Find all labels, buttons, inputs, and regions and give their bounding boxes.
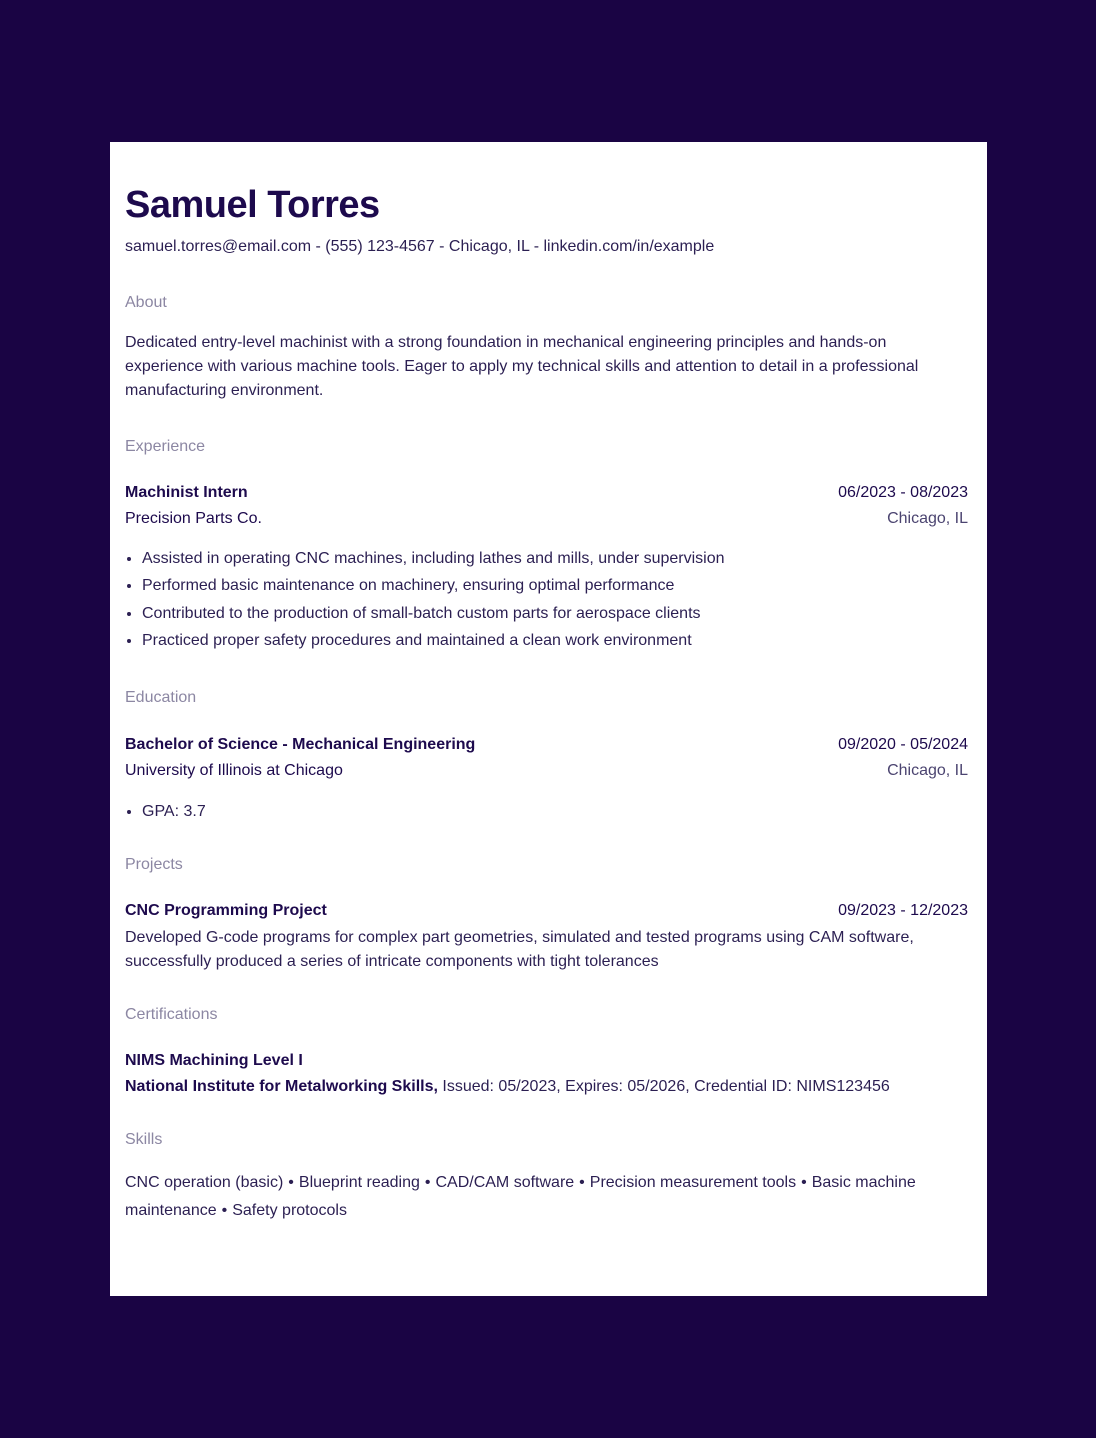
skill-item: Precision measurement tools [589,1174,797,1192]
contact-line: samuel.torres@email.com - (555) 123-4567 - Chicago, IL - linkedin.com/in/example [125,238,715,255]
skills-list [125,1169,968,1224]
education-subheader [125,761,968,781]
resume-page [110,142,987,1296]
skill-item: CNC operation (basic) [125,1174,284,1192]
job-location: Chicago, IL [887,510,968,527]
project-description: Developed G-code programs for complex part geometries, simulated and tested programs using CAM software, successfully produced a series of intricate components with tight tolerances [125,929,914,970]
list-item: • Assisted in operating CNC machines, including lathes and mills, under supervision [142,545,968,572]
skills-heading: Skills [125,1131,163,1149]
education-dates: 09/2020 - 05/2024 [838,735,968,753]
skill-item: Basic machine maintenance [125,1174,916,1219]
job-dates: 06/2023 - 08/2023 [838,484,968,501]
certifications-heading: Certifications [125,1006,218,1024]
school-location: Chicago, IL [887,761,968,779]
skill-item: Blueprint reading [298,1174,420,1192]
certification-issuer: National Institute for Metalworking Skills, [125,1078,438,1096]
projects-heading: Projects [125,856,183,874]
certification-name: NIMS Machining Level I [125,1052,303,1070]
experience-bullets [125,545,968,655]
bullet-separator: • [288,1174,294,1192]
project-name: CNC Programming Project [125,902,327,920]
certification-details [125,1077,968,1097]
skill-item: Safety protocols [232,1201,347,1219]
education-bullets [125,798,968,825]
experience-subheader [125,509,968,529]
list-item: • GPA: 3.7 [142,798,968,825]
school-name: University of Illinois at Chicago [125,761,343,779]
bullet-separator: • [221,1201,228,1219]
list-item: • Performed basic maintenance on machinery, ensuring optimal performance [142,572,968,599]
list-item: • Practiced proper safety procedures and maintained a clean work environment [142,627,968,654]
bullet-separator: • [579,1174,585,1192]
bullet-separator: • [801,1174,807,1192]
about-heading: About [125,294,167,311]
bullet-separator: • [424,1174,431,1192]
degree-title: Bachelor of Science - Mechanical Engineering [125,735,476,753]
job-title: Machinist Intern [125,484,248,501]
candidate-name: Samuel Torres [125,184,380,226]
project-dates: 09/2023 - 12/2023 [838,902,968,920]
skill-item: CAD/CAM software [435,1174,575,1192]
project-header [125,901,968,921]
list-item: • Contributed to the production of small-batch custom parts for aerospace clients [142,600,968,627]
about-text: Dedicated entry-level machinist with a strong foundation in mechanical engineering principles and hands-on experience with various machine tools. Eager to apply my technical skills and attention to detail in a professional manufacturing environment. [125,334,919,399]
certification-meta: Issued: 05/2023, Expires: 05/2026, Credential ID: NIMS123456 [437,1078,890,1096]
education-header [125,735,968,755]
experience-header [125,483,968,503]
education-heading: Education [125,688,197,706]
company-name: Precision Parts Co. [125,510,262,527]
experience-heading: Experience [125,438,206,455]
